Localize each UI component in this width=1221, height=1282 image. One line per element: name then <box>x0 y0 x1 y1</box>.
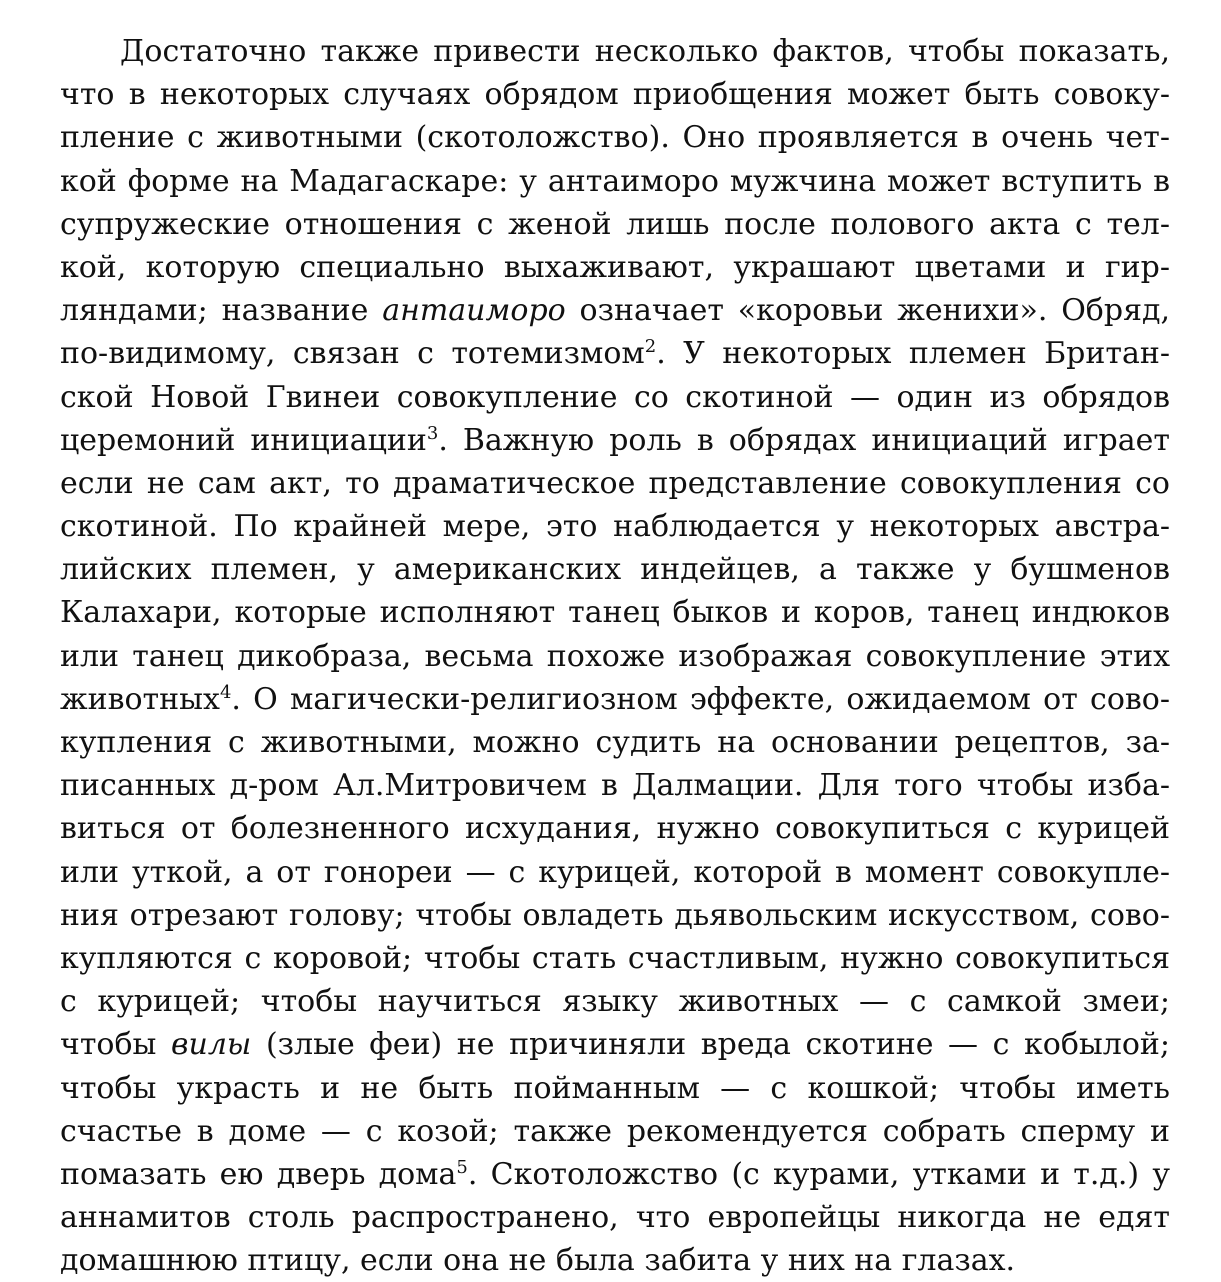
text-line <box>60 1153 1170 1196</box>
text-line: чтобы украсть и не быть пойманным — с кошкой; чтобы иметь <box>60 1070 1170 1106</box>
text-line: с курицей; чтобы научиться языку животных — с самкой змеи; <box>60 984 1170 1020</box>
text-segment: чтобы <box>60 1027 172 1063</box>
text-line: лийских племен, у американских индейцев, а также у бушменов <box>60 552 1170 588</box>
footnote-marker: 4 <box>219 681 232 703</box>
text-line: или уткой, а от гонореи — с курицей, которой в момент совокупле- <box>60 854 1170 890</box>
text-line: пление с животными (скотоложство). Оно проявляется в очень чет- <box>60 120 1170 156</box>
text-line: супружеские отношения с женой лишь после полового акта с тел- <box>60 206 1170 242</box>
text-line: ния отрезают голову; чтобы овладеть дьявольским искусством, сово- <box>60 897 1170 933</box>
text-segment: животных <box>60 681 220 717</box>
text-line: или танец дикобраза, весьма похоже изображая совокупление этих <box>60 638 1170 674</box>
text-segment: ляндами; название <box>60 293 383 329</box>
text-line: Достаточно также привести несколько фактов, чтобы показать, <box>120 34 1170 69</box>
text-line: если не сам акт, то драматическое представление совокупления со <box>60 465 1170 501</box>
text-line: скотиной. По крайней мере, это наблюдается у некоторых австра- <box>60 509 1170 545</box>
text-line: виться от болезненного исхудания, нужно совокупиться с курицей <box>60 811 1170 847</box>
text-line <box>60 1023 1170 1066</box>
italic-term: антаиморо <box>382 293 566 329</box>
text-segment: . Важную роль в обрядах инициаций играет <box>438 422 1170 458</box>
text-segment: . О магически-религиозном эффекте, ожидаемом от сово- <box>231 681 1170 717</box>
text-line: купляются с коровой; чтобы стать счастливым, нужно совокупиться <box>60 940 1170 976</box>
text-line: счастье в доме — с козой; также рекомендуется собрать сперму и <box>60 1113 1170 1149</box>
text-segment: . У некоторых племен Британ- <box>656 336 1170 372</box>
text-line <box>60 678 1170 721</box>
italic-term: вилы <box>171 1027 252 1063</box>
text-segment: помазать ею дверь дома <box>60 1156 457 1192</box>
footnote-marker: 2 <box>644 336 657 358</box>
text-line <box>60 332 1170 375</box>
text-line: домашнюю птицу, если она не была забита у них на глазах. <box>60 1243 1016 1279</box>
text-segment: церемоний инициации <box>60 422 427 458</box>
text-line <box>60 289 1170 332</box>
text-line: ской Новой Гвинеи совокупление со скотиной — один из обрядов <box>60 379 1170 415</box>
text-line: купления с животными, можно судить на основании рецептов, за- <box>60 725 1170 760</box>
text-line <box>60 419 1170 462</box>
text-segment: (злые феи) не причиняли вреда скотине — с кобылой; <box>251 1027 1171 1063</box>
text-line: Калахари, которые исполняют танец быков и коров, танец индюков <box>60 595 1170 631</box>
text-segment: означает «коровьи женихи». Обряд, <box>565 293 1171 329</box>
text-segment: по-видимому, связан с тотемизмом <box>60 336 645 372</box>
text-line: кой, которую специально выхаживают, украшают цветами и гир- <box>60 249 1170 285</box>
text-line: аннамитов столь распространено, что европейцы никогда не едят <box>60 1200 1170 1236</box>
footnote-marker: 5 <box>456 1156 468 1178</box>
text-line: кой форме на Мадагаскаре: у антаиморо мужчина может вступить в <box>60 163 1170 199</box>
text-line: что в некоторых случаях обрядом приобщения может быть совоку- <box>60 77 1170 113</box>
text-line: писанных д-ром Ал.Митровичем в Далмации. Для того чтобы изба- <box>60 768 1170 804</box>
text-segment: . Скотоложство (с курами, утками и т.д.) у <box>467 1156 1170 1192</box>
body-paragraph <box>60 30 1170 1282</box>
footnote-marker: 3 <box>426 422 439 444</box>
